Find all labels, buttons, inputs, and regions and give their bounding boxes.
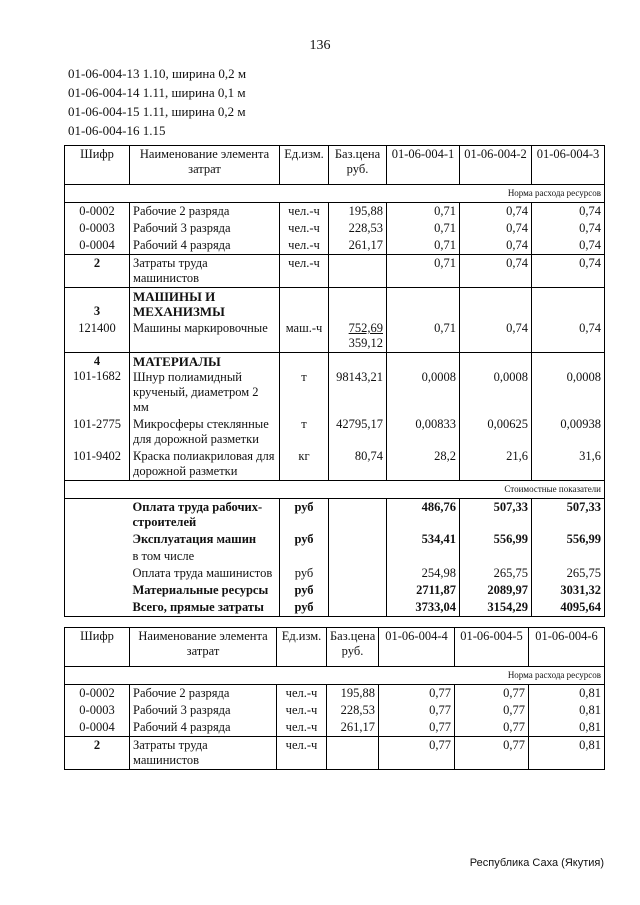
cell-price: 195,88 (329, 203, 387, 221)
rate-line: 01-06-004-14 1.11, ширина 0,1 м (68, 85, 246, 100)
cell-price (329, 565, 387, 582)
cost-indicators-label: Стоимостные показатели (65, 481, 605, 499)
cell-name: Материальные ресурсы (130, 582, 280, 599)
cell-value: 556,99 (460, 531, 532, 548)
cell-value: 3733,04 (387, 599, 460, 617)
cell-code: 0-0003 (65, 702, 130, 719)
table-header-row (65, 628, 605, 667)
section-title: МАШИНЫ И МЕХАНИЗМЫ (130, 288, 280, 321)
cell-value: 0,71 (387, 320, 460, 353)
cell-value: 21,6 (460, 448, 532, 481)
cell-value: 0,00625 (460, 416, 532, 448)
cell-unit: руб (280, 582, 329, 599)
cell-price: 195,88 (327, 685, 379, 703)
cell-value: 0,74 (532, 237, 605, 255)
cell-code (65, 565, 130, 582)
cell-price (329, 599, 387, 617)
cell-name: Оплата труда машинистов (130, 565, 280, 582)
rate-line: 01-06-004-13 1.10, ширина 0,2 м (68, 66, 247, 81)
cell-value: 0,81 (529, 702, 605, 719)
col-price-header: Баз.цена руб. (329, 146, 387, 185)
cell-code (65, 499, 130, 532)
cost-row (65, 548, 605, 565)
cell-code: 121400 (65, 320, 130, 353)
cell-price: 228,53 (327, 702, 379, 719)
cell-value (460, 548, 532, 565)
table-row (65, 448, 605, 481)
col-name-header: Наименование элемента затрат (130, 146, 280, 185)
resource-norm-row (65, 667, 605, 685)
cell-price (329, 288, 387, 321)
cell-name: Всего, прямые затраты (130, 599, 280, 617)
cell-value: 0,81 (529, 719, 605, 737)
cell-value: 254,98 (387, 565, 460, 582)
cell-unit: руб (280, 499, 329, 532)
cell-value: 0,77 (379, 702, 455, 719)
col-code-header: Шифр (65, 146, 130, 185)
cell-unit: чел.-ч (280, 255, 329, 288)
cell-code: 0-0002 (65, 685, 130, 703)
rate-line: 01-06-004-16 1.15 (68, 123, 166, 138)
cell-value: 0,77 (455, 702, 529, 719)
cell-code: 101-2775 (65, 416, 130, 448)
cell-value: 507,33 (460, 499, 532, 532)
cell-unit: чел.-ч (277, 685, 327, 703)
cell-value: 3154,29 (460, 599, 532, 617)
cell-price (327, 737, 379, 770)
cell-code: 2 (65, 255, 130, 288)
cell-unit: т (280, 353, 329, 417)
cell-value: 0,74 (532, 220, 605, 237)
cell-unit: чел.-ч (280, 237, 329, 255)
table-row (65, 416, 605, 448)
cell-value: 265,75 (532, 565, 605, 582)
cell-value: 3031,32 (532, 582, 605, 599)
resource-norm-label: Норма расхода ресурсов (65, 185, 605, 203)
cell-unit: руб (280, 565, 329, 582)
cell-value (387, 548, 460, 565)
col-unit-header: Ед.изм. (277, 628, 327, 667)
cell-name: Микросферы стеклянные для дорожной разметки (130, 416, 280, 448)
cell-price: 42795,17 (329, 416, 387, 448)
cell-name: Затраты труда машинистов (130, 255, 280, 288)
cell-name: Рабочий 4 разряда (130, 719, 277, 737)
cell-price (329, 255, 387, 288)
cell-value: 0,74 (460, 255, 532, 288)
table-header-row (65, 146, 605, 185)
cell-price (329, 320, 387, 353)
cell-value: 0,71 (387, 203, 460, 221)
table-row (65, 737, 605, 770)
cell-unit (280, 288, 329, 321)
page-number: 136 (309, 38, 331, 53)
cell-price (329, 531, 387, 548)
cell-value: 486,76 (387, 499, 460, 532)
rate-list (68, 64, 246, 140)
cell-name: Рабочий 3 разряда (130, 702, 277, 719)
cell-value: 0,00833 (387, 416, 460, 448)
cell-name: Эксплуатация машин (130, 531, 280, 548)
cost-row (65, 599, 605, 617)
cost-row (65, 565, 605, 582)
cell-value: 0,74 (532, 203, 605, 221)
cell-price (329, 548, 387, 565)
cell-value: 0,74 (460, 203, 532, 221)
col-code-header: Шифр (65, 628, 130, 667)
cost-row (65, 499, 605, 532)
col-rate-header: 01-06-004-3 (532, 146, 605, 185)
col-price-header: Баз.цена руб. (327, 628, 379, 667)
cost-row (65, 531, 605, 548)
rate-line: 01-06-004-15 1.11, ширина 0,2 м (68, 104, 246, 119)
col-rate-header: 01-06-004-1 (387, 146, 460, 185)
cell-unit: маш.-ч (280, 320, 329, 353)
cell-value: 265,75 (460, 565, 532, 582)
table-row (65, 685, 605, 703)
cell-unit: чел.-ч (277, 737, 327, 770)
cell-name: Рабочие 2 разряда (130, 685, 277, 703)
section-title: МАТЕРИАЛЫ (133, 354, 221, 369)
cell-price: 261,17 (327, 719, 379, 737)
cell-value: 507,33 (532, 499, 605, 532)
cell-price (329, 499, 387, 532)
cell-value: 0,77 (379, 737, 455, 770)
cell-value: 2089,97 (460, 582, 532, 599)
cell-value: 0,0008 (532, 353, 605, 417)
cell-unit: чел.-ч (277, 719, 327, 737)
cell-code (65, 599, 130, 617)
table-row (65, 220, 605, 237)
cell-value: 0,74 (460, 237, 532, 255)
cell-code (65, 531, 130, 548)
table-row (65, 702, 605, 719)
col-rate-header: 01-06-004-4 (379, 628, 455, 667)
cell-value: 0,81 (529, 737, 605, 770)
cell-value: 0,0008 (460, 353, 532, 417)
table-row (65, 320, 605, 353)
col-rate-header: 01-06-004-5 (455, 628, 529, 667)
cell-value: 534,41 (387, 531, 460, 548)
cell-price: 80,74 (329, 448, 387, 481)
cell-code: 0-0004 (65, 719, 130, 737)
cell-value (460, 288, 532, 321)
cell-unit: кг (280, 448, 329, 481)
cell-name: в том числе (130, 548, 280, 565)
cell-value: 0,77 (379, 719, 455, 737)
cell-value: 0,0008 (387, 353, 460, 417)
cell-code: 101-9402 (65, 448, 130, 481)
cell-value (532, 288, 605, 321)
cell-value: 0,77 (379, 685, 455, 703)
machinist-price: 359,12 (348, 336, 383, 350)
cell-value: 0,77 (455, 737, 529, 770)
cell-value: 0,74 (460, 320, 532, 353)
footer-region: Республика Саха (Якутия) (469, 857, 604, 869)
cell-code (65, 582, 130, 599)
cell-unit: руб (280, 599, 329, 617)
cell-code: 0-0003 (65, 220, 130, 237)
col-unit-header: Ед.изм. (280, 146, 329, 185)
cell-name: Машины маркировочные (130, 320, 280, 353)
cell-value: 0,71 (387, 255, 460, 288)
cell-value: 0,74 (460, 220, 532, 237)
cell-code: 2 (65, 737, 130, 770)
section-code: 4 (93, 354, 101, 368)
cell-unit: т (280, 416, 329, 448)
col-rate-header: 01-06-004-2 (460, 146, 532, 185)
col-rate-header: 01-06-004-6 (529, 628, 605, 667)
cost-indicators-row (65, 481, 605, 499)
cell-value: 2711,87 (387, 582, 460, 599)
resource-table-1 (64, 145, 605, 617)
cell-unit (280, 548, 329, 565)
cell-price: 261,17 (329, 237, 387, 255)
cell-name: Рабочие 2 разряда (130, 203, 280, 221)
cell-name: Затраты труда машинистов (130, 737, 277, 770)
cell-name: Оплата труда рабочих-строителей (130, 499, 280, 532)
cell-value: 0,77 (455, 719, 529, 737)
cell-unit: руб (280, 531, 329, 548)
cell-name: Рабочий 4 разряда (130, 237, 280, 255)
resource-norm-row (65, 185, 605, 203)
cell-price: 228,53 (329, 220, 387, 237)
material-name: Шнур полиамидный крученый, диаметром 2 мм (133, 370, 259, 414)
cell-code: 0-0002 (65, 203, 130, 221)
cell-price: 98143,21 (329, 353, 387, 417)
cell-name (130, 353, 280, 417)
cell-unit: чел.-ч (280, 203, 329, 221)
table-row (65, 203, 605, 221)
cell-value: 4095,64 (532, 599, 605, 617)
cell-code (65, 353, 130, 417)
table-row (65, 719, 605, 737)
cell-price (329, 582, 387, 599)
cell-value: 0,81 (529, 685, 605, 703)
cell-value: 31,6 (532, 448, 605, 481)
section-row (65, 353, 605, 417)
cell-unit: чел.-ч (280, 220, 329, 237)
cell-unit: чел.-ч (277, 702, 327, 719)
cell-value (387, 288, 460, 321)
cell-code (65, 548, 130, 565)
cost-row (65, 582, 605, 599)
cell-value: 556,99 (532, 531, 605, 548)
cell-value (532, 548, 605, 565)
cell-code: 3 (65, 288, 130, 321)
col-name-header: Наименование элемента затрат (130, 628, 277, 667)
cell-code: 0-0004 (65, 237, 130, 255)
material-code: 101-1682 (73, 369, 121, 383)
cell-value: 0,74 (532, 320, 605, 353)
cell-value: 0,71 (387, 220, 460, 237)
cell-value: 0,00938 (532, 416, 605, 448)
machine-price: 752,69 (348, 321, 383, 335)
table-row (65, 237, 605, 255)
resource-table-2 (64, 627, 605, 770)
table-row (65, 255, 605, 288)
cell-name: Краска полиакриловая для дорожной разметки (130, 448, 280, 481)
section-row (65, 288, 605, 321)
resource-norm-label: Норма расхода ресурсов (65, 667, 605, 685)
cell-name: Рабочий 3 разряда (130, 220, 280, 237)
cell-value: 0,77 (455, 685, 529, 703)
cell-value: 0,74 (532, 255, 605, 288)
cell-value: 0,71 (387, 237, 460, 255)
cell-value: 28,2 (387, 448, 460, 481)
